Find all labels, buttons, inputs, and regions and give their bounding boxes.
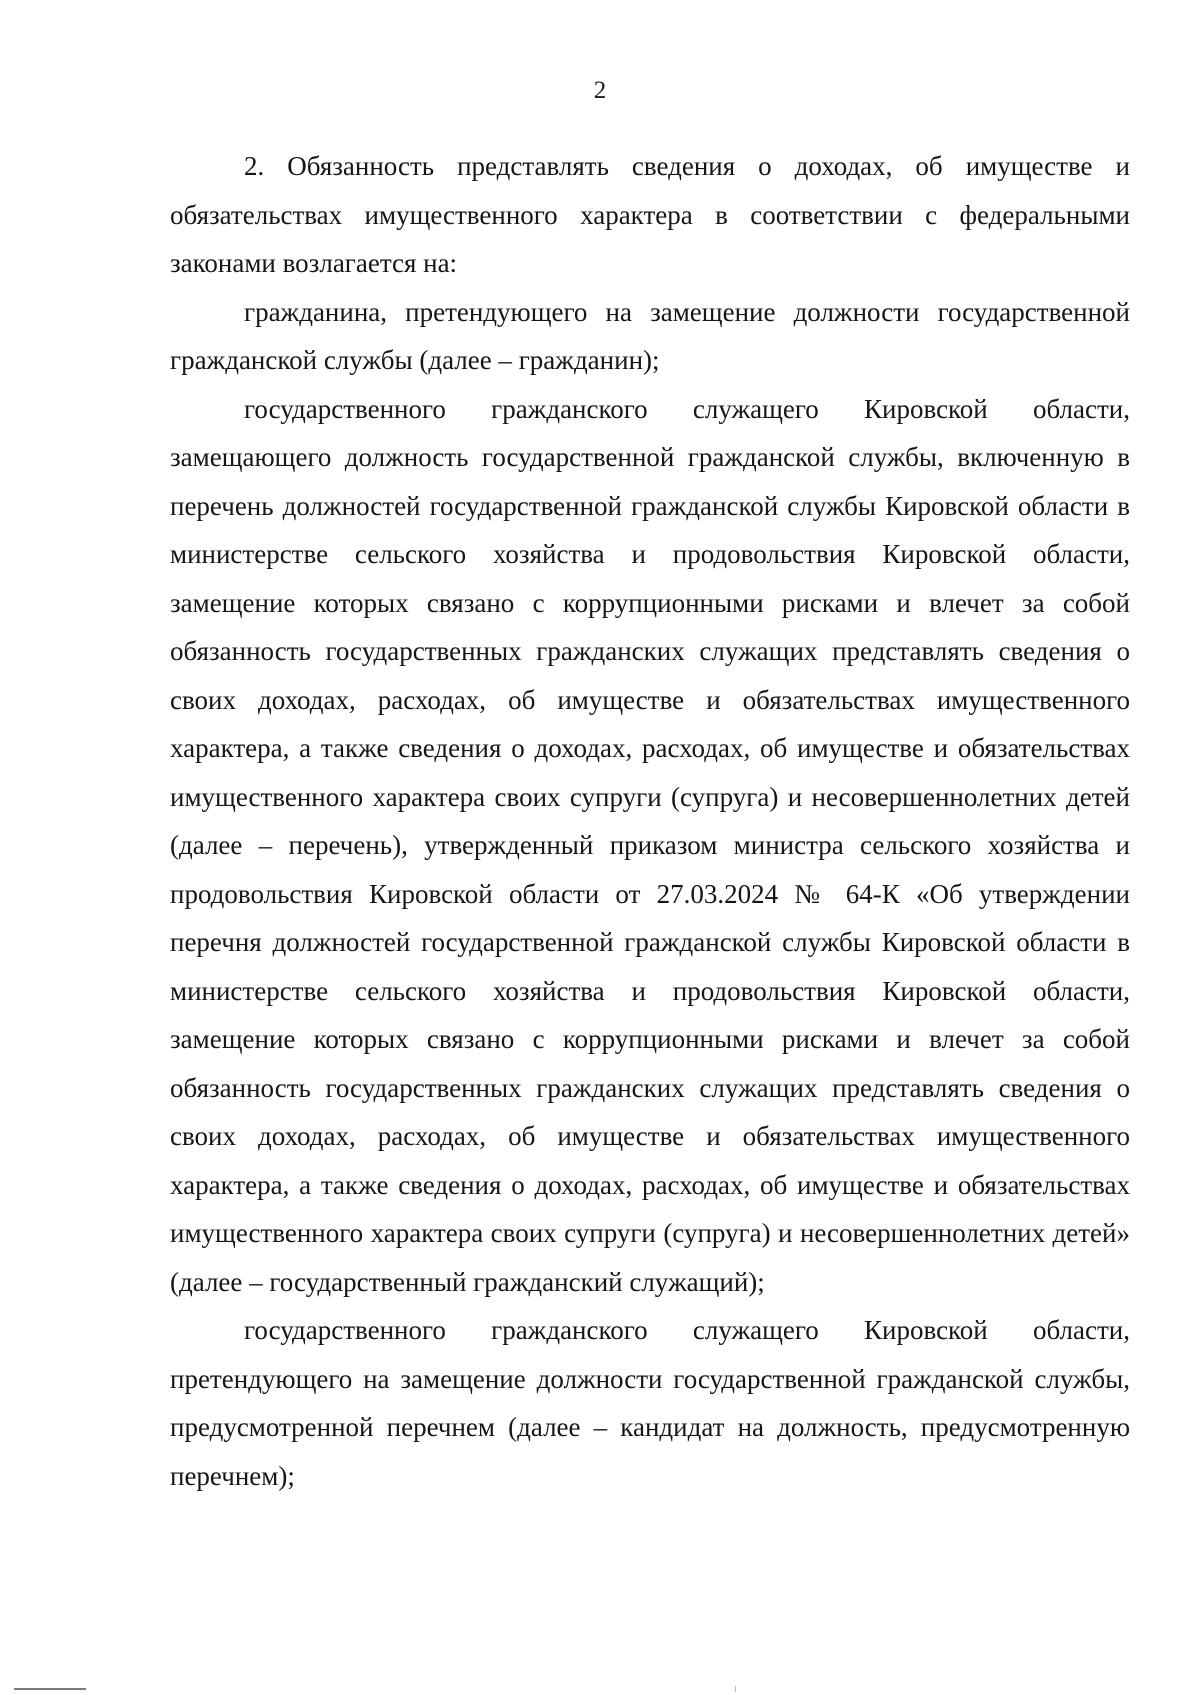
document-body bbox=[170, 142, 1130, 1500]
paragraph-obligation-clause: 2. Обязанность представлять сведения о доходах, об имуществе и обязательствах имущественного характера в соответствии с федеральными законами возлагается на: bbox=[170, 151, 1130, 278]
paragraph-candidate: государственного гражданского служащего Кировской области, претендующего на замещение должности государственной гражданской службы, предусмотренной перечнем (далее – кандидат на должность, предусмотренную перечнем); bbox=[170, 1315, 1130, 1491]
paragraph-citizen: гражданина, претендующего на замещение должности государственной гражданской службы (далее – гражданин); bbox=[170, 296, 1130, 375]
page-number: 2 bbox=[593, 77, 607, 104]
paragraph-civil-servant: государственного гражданского служащего Кировской области, замещающего должность государственной гражданской службы, включенную в перечень должностей государственной гражданской службы Кировской области в министерстве сельского хозяйства и продовольствия Кировской области, замещение которых связано с коррупционными рисками и влечет за собой обязанность государственных гражданских служащих представлять сведения о своих доходах, расходах, об имуществе и обязательствах имущественного характера, а также сведения о доходах, расходах, об имуществе и обязательствах имущественного характера своих супруги (супруга) и несовершеннолетних детей (далее – перечень), утвержденный приказом министра сельского хозяйства и продовольствия Кировской области от 27.03.2024 № 64-К «Об утверждении перечня должностей государственной гражданской службы Кировской области в министерстве сельского хозяйства и продовольствия Кировской области, замещение которых связано с коррупционными рисками и влечет за собой обязанность государственных гражданских служащих представлять сведения о своих доходах, расходах, об имуществе и обязательствах имущественного характера, а также сведения о доходах, расходах, об имуществе и обязательствах имущественного характера своих супруги (супруга) и несовершеннолетних детей» (далее – государственный гражданский служащий); bbox=[170, 393, 1130, 1297]
scan-dust-mark bbox=[735, 1686, 736, 1692]
scan-edge-mark bbox=[14, 1688, 86, 1690]
